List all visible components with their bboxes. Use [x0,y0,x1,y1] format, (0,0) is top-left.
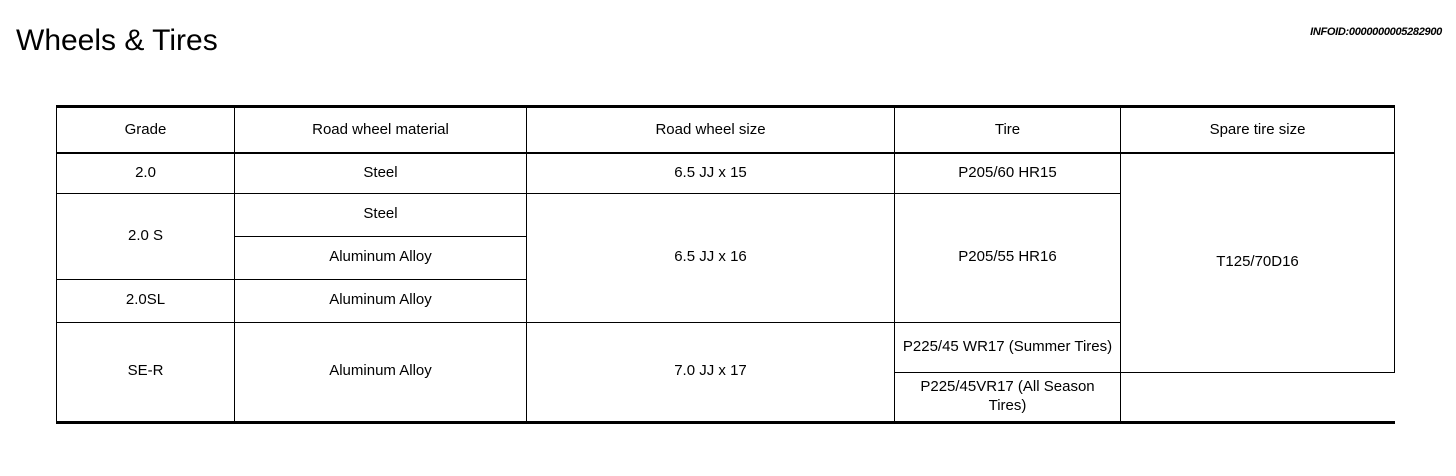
cell-material: Steel [235,193,527,236]
column-header-road-wheel-size: Road wheel size [527,107,895,154]
page-title: Wheels & Tires [16,24,218,58]
cell-grade: SE-R [57,322,235,422]
cell-material: Steel [235,153,527,193]
cell-wheel-size: 6.5 JJ x 15 [527,153,895,193]
infoid-label: INFOID:0000000005282900 [1310,26,1442,38]
table-row [57,153,1395,193]
cell-wheel-size: 7.0 JJ x 17 [527,322,895,422]
cell-tire: P205/60 HR15 [895,153,1121,193]
column-header-road-wheel-material: Road wheel material [235,107,527,154]
cell-grade: 2.0SL [57,279,235,322]
cell-tire: P225/45 WR17 (Summer Tires) [895,322,1121,372]
cell-material: Aluminum Alloy [235,279,527,322]
cell-material: Aluminum Alloy [235,236,527,279]
column-header-grade: Grade [57,107,235,154]
cell-grade: 2.0 [57,153,235,193]
wheels-tires-table-container [56,105,1394,424]
cell-grade: 2.0 S [57,193,235,279]
cell-spare-tire-size: T125/70D16 [1121,153,1395,372]
wheels-tires-table [56,105,1395,424]
column-header-spare-tire-size: Spare tire size [1121,107,1395,154]
cell-tire: P225/45VR17 (All Season Tires) [895,372,1121,422]
table-header-row [57,107,1395,154]
cell-material: Aluminum Alloy [235,322,527,422]
cell-tire: P205/55 HR16 [895,193,1121,322]
column-header-tire: Tire [895,107,1121,154]
cell-wheel-size: 6.5 JJ x 16 [527,193,895,322]
